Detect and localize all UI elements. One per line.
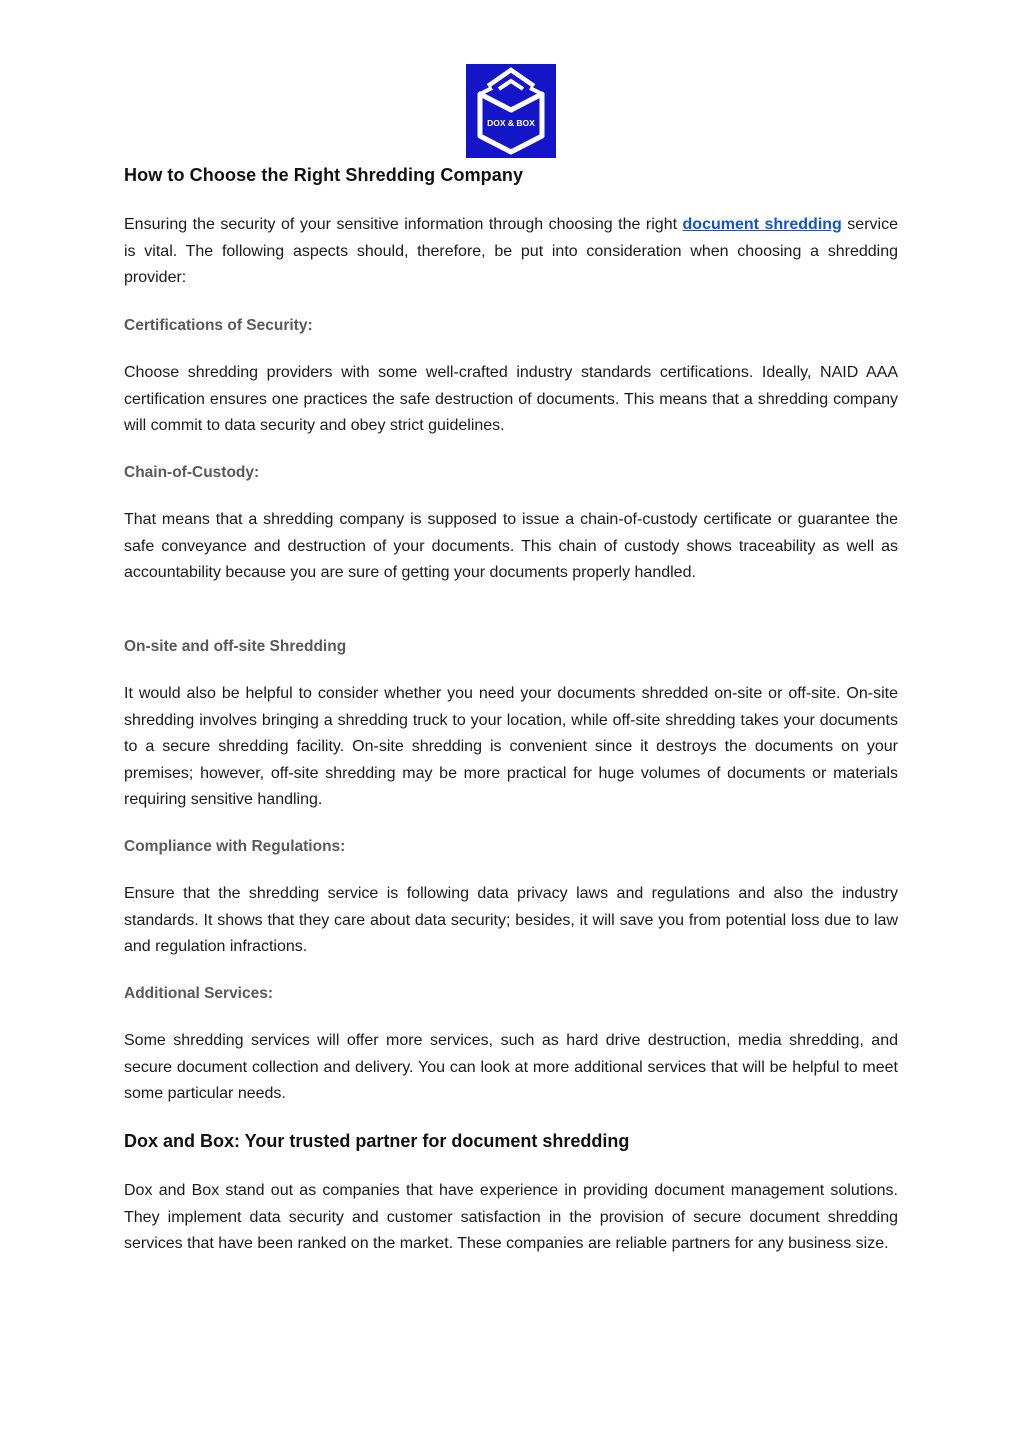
logo-text: DOX & BOX xyxy=(487,118,535,128)
section-heading-additional-services: Additional Services: xyxy=(124,985,274,1002)
section-heading-onsite-offsite: On-site and off-site Shredding xyxy=(124,638,347,655)
section-body-certifications: Choose shredding providers with some well-crafted industry standards certifications. Ideally, NAID AAA certification ensures one practices the safe destruction of documents. This means that a shredding company will commit to data security and obey strict guidelines. xyxy=(124,364,898,435)
section-body-additional-services: Some shredding services will offer more services, such as hard drive destruction, media shredding, and secure document collection and delivery. You can look at more additional services that will be helpful to meet some particular needs. xyxy=(124,1032,898,1103)
section-heading-certifications: Certifications of Security: xyxy=(124,317,313,334)
box-logo-icon xyxy=(466,64,556,158)
section-body-compliance: Ensure that the shredding service is following data privacy laws and regulations and also the industry standards. It shows that they care about data security; besides, it will save you from potential loss due to law and regulation infractions. xyxy=(124,885,898,956)
document-shredding-link[interactable]: document shredding xyxy=(682,216,842,233)
closing-body: Dox and Box stand out as companies that have experience in providing document management solutions. They implement data security and customer satisfaction in the provision of secure document shredding services that have been ranked on the market. These companies are reliable partners for any business size. xyxy=(124,1182,898,1253)
page-title: How to Choose the Right Shredding Company xyxy=(124,165,524,185)
dox-and-box-logo xyxy=(466,64,556,158)
closing-heading: Dox and Box: Your trusted partner for document shredding xyxy=(124,1131,630,1151)
intro-text-after-link: service is vital. The following aspects should, therefore, be put into consideration when choosing a shredding provider: xyxy=(124,216,898,287)
intro-text-before-link: Ensuring the security of your sensitive information through choosing the right xyxy=(124,216,683,233)
section-body-chain-of-custody: That means that a shredding company is supposed to issue a chain-of-custody certificate or guarantee the safe conveyance and destruction of your documents. This chain of custody shows traceability as well as accountability because you are sure of getting your documents properly handled. xyxy=(124,511,898,582)
intro-paragraph xyxy=(124,212,898,292)
section-heading-chain-of-custody: Chain-of-Custody: xyxy=(124,464,260,481)
section-heading-compliance: Compliance with Regulations: xyxy=(124,838,346,855)
section-body-onsite-offsite: It would also be helpful to consider whether you need your documents shredded on-site or off-site. On-site shredding involves bringing a shredding truck to your location, while off-site shredding takes your documents to a secure shredding facility. On-site shredding is convenient since it destroys the documents on your premises; however, off-site shredding may be more practical for huge volumes of documents or materials requiring sensitive handling. xyxy=(124,685,898,809)
